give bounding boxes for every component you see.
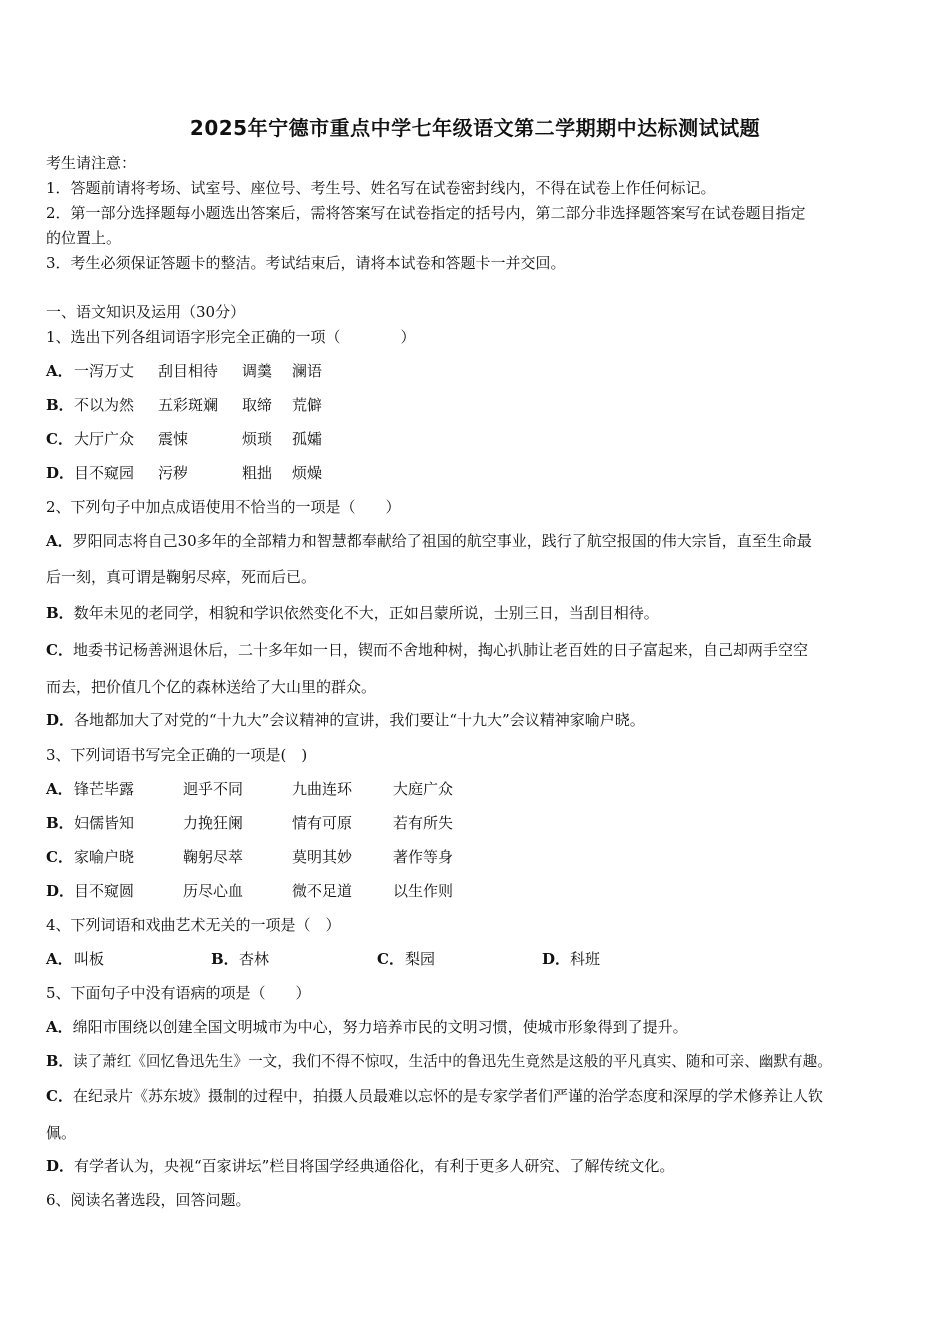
- q5-option-b: [46, 1050, 832, 1071]
- q2-option-a-cont: 后一刻，真可谓是鞠躬尽瘁，死而后已。: [46, 568, 317, 586]
- notice-item-2: 2．第一部分选择题每小题选出答案后，需将答案写在试卷指定的括号内，第二部分非选择题答案写在试卷题目指定: [46, 204, 806, 222]
- q5-option-c: [46, 1085, 823, 1106]
- q3-word: 以生作则: [393, 882, 454, 900]
- q2-letter-b: B．: [46, 604, 74, 622]
- q2-letter-a: A．: [46, 532, 73, 550]
- q1-word: 取缔: [242, 396, 273, 414]
- notice-item-1: 1．答题前请将考场、试室号、座位号、考生号、姓名写在试卷密封线内，不得在试卷上作任何标记。: [46, 179, 716, 197]
- q3-word: 著作等身: [393, 848, 454, 866]
- q5-text-d: 有学者认为，央视“百家讲坛”栏目将国学经典通俗化，有利于更多人研究、了解传统文化。: [74, 1157, 675, 1175]
- q2-text-c: 地委书记杨善洲退休后，二十多年如一日，锲而不舍地种树，掏心扒肺让老百姓的日子富起来，自己却两手空空: [72, 641, 808, 659]
- q2-letter-c: C．: [46, 641, 73, 659]
- q3-word: 目不窥圆: [74, 882, 135, 900]
- page-title: 2025年宁德市重点中学七年级语文第二学期期中达标测试试题: [189, 116, 761, 140]
- q5-text-b: 读了萧红《回忆鲁迅先生》一文，我们不得不惊叹，生活中的鲁迅先生竟然是这般的平凡真实、随和可亲、幽默有趣。: [72, 1053, 832, 1070]
- q2-text-d: 各地都加大了对党的“十九大”会议精神的宣讲，我们要让“十九大”会议精神家喻户晓。: [74, 711, 645, 729]
- q3-option-letter: A．: [46, 780, 73, 798]
- q3-word: 妇儒皆知: [74, 814, 135, 832]
- q1-word: 污秽: [158, 464, 189, 482]
- q1-word: 孤孀: [292, 430, 323, 448]
- q5-option-a: [46, 1016, 688, 1037]
- notice-heading: 考生请注意：: [46, 154, 137, 172]
- q4-stem: 4、下列词语和戏曲艺术无关的一项是（ ）: [46, 916, 341, 934]
- q3-word: 鞠躬尽萃: [183, 848, 244, 866]
- q3-word: 若有所失: [393, 814, 454, 832]
- q3-option-letter: D．: [46, 882, 75, 900]
- q4-option-letter: D．: [542, 950, 571, 968]
- q5-letter-b: B．: [46, 1053, 73, 1070]
- q1-word: 一泻万丈: [74, 362, 135, 380]
- q3-word: 微不足道: [292, 882, 353, 900]
- q2-stem: 2、下列句子中加点成语使用不恰当的一项是（ ）: [46, 498, 401, 516]
- q3-word: 力挽狂阑: [183, 814, 244, 832]
- q3-word: 锋芒毕露: [74, 780, 135, 798]
- q5-stem: 5、下面句子中没有语病的项是（ ）: [46, 984, 311, 1002]
- q2-option-b: [46, 602, 659, 623]
- q3-option-letter: B．: [46, 814, 74, 832]
- q2-letter-d: D．: [46, 711, 75, 729]
- section-heading: 一、语文知识及运用（30分）: [46, 303, 246, 321]
- q2-text-a: 罗阳同志将自己30多年的全部精力和智慧都奉献给了祖国的航空事业，践行了航空报国的伟大宗旨，直至生命最: [72, 532, 812, 550]
- q1-word: 澜语: [292, 362, 323, 380]
- q4-option-text: 杏林: [239, 950, 270, 968]
- q1-word: 刮目相待: [158, 362, 219, 380]
- q3-word: 历尽心血: [183, 882, 244, 900]
- q1-option-letter: B．: [46, 396, 74, 414]
- q1-word: 荒僻: [292, 396, 323, 414]
- q5-option-c-cont: 佩。: [46, 1124, 77, 1142]
- q1-word: 不以为然: [74, 396, 135, 414]
- q1-word: 调羹: [242, 362, 273, 380]
- q1-word: 大厅广众: [74, 430, 135, 448]
- q1-word: 震悚: [158, 430, 189, 448]
- q3-word: 莫明其妙: [292, 848, 353, 866]
- q4-option-letter: C．: [377, 950, 404, 968]
- q1-option-letter: D．: [46, 464, 75, 482]
- q2-option-a: [46, 530, 812, 551]
- q3-word: 家喻户晓: [74, 848, 135, 866]
- q2-text-b: 数年未见的老同学，相貌和学识依然变化不大，正如吕蒙所说，士别三日，当刮目相待。: [73, 604, 659, 622]
- q1-word: 目不窥园: [74, 464, 135, 482]
- q4-option-letter: B．: [211, 950, 239, 968]
- q1-option-letter: C．: [46, 430, 73, 448]
- q1-word: 烦琐: [242, 430, 273, 448]
- q3-word: 情有可原: [292, 814, 353, 832]
- q3-word: 迥乎不同: [183, 780, 244, 798]
- q3-stem: 3、下列词语书写完全正确的一项是( ): [46, 746, 308, 764]
- q4-option-text: 梨园: [405, 950, 436, 968]
- q5-text-a: 绵阳市围绕以创建全国文明城市为中心，努力培养市民的文明习惯，使城市形象得到了提升。: [72, 1018, 688, 1036]
- q1-word: 烦燥: [292, 464, 323, 482]
- notice-item-2-cont: 的位置上。: [46, 229, 122, 247]
- q5-letter-d: D．: [46, 1157, 75, 1175]
- q4-option-letter: A．: [46, 950, 73, 968]
- q2-option-c-cont: 而去，把价值几个亿的森林送给了大山里的群众。: [46, 678, 377, 696]
- q3-word: 大庭广众: [393, 780, 454, 798]
- q2-option-d: [46, 709, 645, 730]
- q5-option-d: [46, 1155, 674, 1176]
- q5-letter-a: A．: [46, 1018, 73, 1036]
- q6-stem: 6、阅读名著选段，回答问题。: [46, 1191, 251, 1209]
- q1-word: 粗拙: [242, 464, 273, 482]
- q1-option-letter: A．: [46, 362, 73, 380]
- q4-option-text: 科班: [570, 950, 601, 968]
- q1-word: 五彩斑斓: [158, 396, 219, 414]
- q3-word: 九曲连环: [292, 780, 353, 798]
- q4-option-text: 叫板: [74, 950, 105, 968]
- notice-item-3: 3．考生必须保证答题卡的整洁。考试结束后，请将本试卷和答题卡一并交回。: [46, 254, 566, 272]
- q2-option-c: [46, 639, 808, 660]
- q3-option-letter: C．: [46, 848, 73, 866]
- q5-text-c: 在纪录片《苏东坡》摄制的过程中，拍摄人员最难以忘怀的是专家学者们严谨的治学态度和深厚的学术修养让人钦: [72, 1087, 823, 1105]
- q5-letter-c: C．: [46, 1087, 73, 1105]
- q1-stem: 1、选出下列各组词语字形完全正确的一项（ ）: [46, 328, 416, 346]
